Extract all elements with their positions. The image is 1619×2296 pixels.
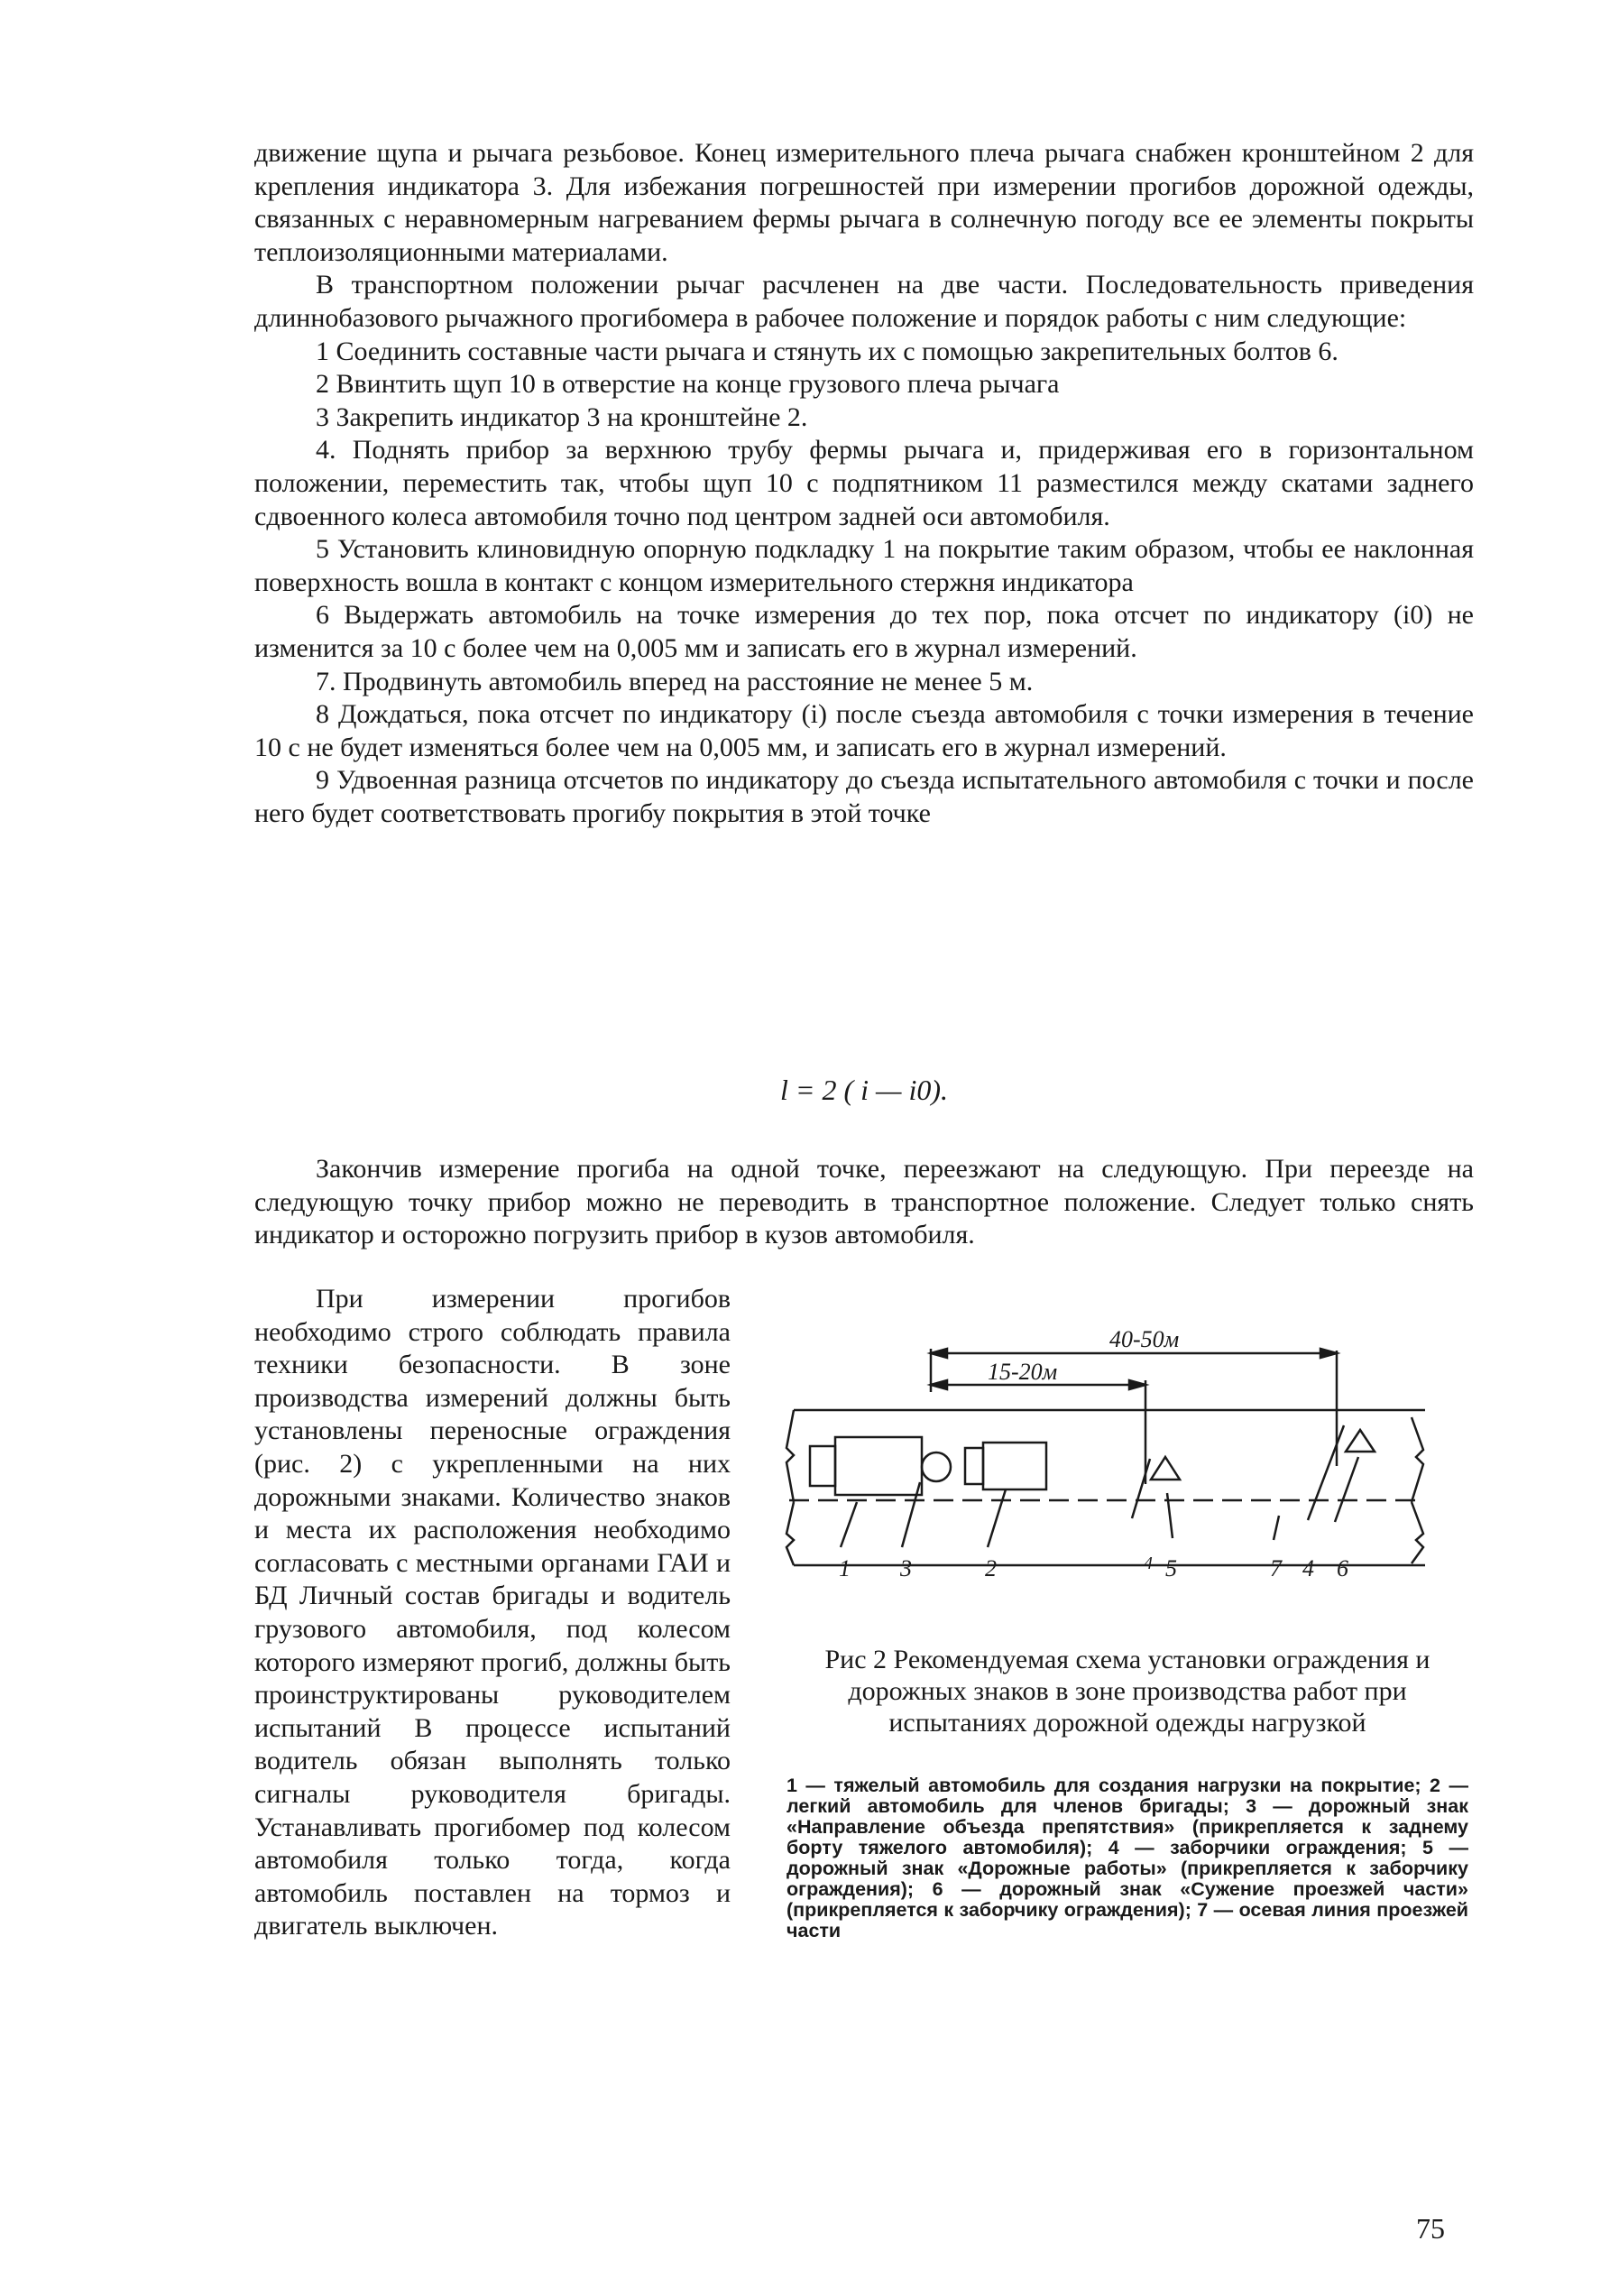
step-9: 9 Удвоенная разница отсчетов по индикатору до съезда испытательного автомобиля с точки и после него будет соответствовать прогибу покрытия в этой точке: [254, 765, 1474, 828]
dim-arrow: [1129, 1380, 1145, 1389]
dim-long-label: 40-50м: [1109, 1331, 1180, 1352]
legend-text: 1 — тяжелый автомобиль для создания нагрузки на покрытие; 2 — легкий автомобиль для членов бригады; 3 — дорожный знак «Направление объезда препятствия» (прикрепляется к заднему борту тяжелого автомобиля); 4 — заборчики ограждения; 5 — дорожный знак «Дорожные работы» (прикрепляется к заборчику ограждения); 6 — дорожный знак «Сужение проезжей части» (прикрепляется к заборчику ограждения); 7 — осевая линия проезжей части: [787, 1775, 1468, 1941]
step-2: 2 Ввинтить щуп 10 в отверстие на конце грузового плеча рычага: [316, 369, 1060, 400]
car-front: [965, 1448, 983, 1484]
leader-1: [841, 1502, 857, 1547]
step-1: 1 Соединить составные части рычага и стянуть их с помощью закрепительных болтов 6.: [316, 336, 1338, 366]
left-brace-bottom: [787, 1502, 794, 1565]
step-4: 4. Поднять прибор за верхнюю трубу фермы рычага и, придерживая его в горизонтальном положении, переместить так, чтобы щуп 10 с подпятником 11 разместился между скатами заднего сдвоенного колеса автомобиля точно под центром задней оси автомобиля.: [254, 435, 1474, 531]
safety-paragraph: При измерении прогибов необходимо строго соблюдать правила техники безопасности. В зоне производства измерений должны быть установлены переносные ограждения (рис. 2) с укрепленными на них дорожными знаками. Количество знаков и места их расположения необходимо согласовать с местными органами ГАИ и БД Личный состав бригады и водитель грузового автомобиля, под колесом которого измеряют прогиб, должны быть проинструктированы руководителем испытаний В процессе испытаний водитель обязан выполнять только сигналы руководителя бригады. Устанавливать прогибомер под колесом автомобиля только тогда, когда автомобиль поставлен на тормоз и двигатель выключен.: [254, 1284, 731, 1941]
label-2: 2: [985, 1555, 997, 1581]
fence-4: [1308, 1425, 1344, 1520]
right-brace-bottom: [1412, 1502, 1423, 1563]
step-8: 8 Дождаться, пока отсчет по индикатору (i) после съезда автомобиля с точки измерения в течение 10 с не будет изменяться более чем на 0,005 мм, и записать его в журнал измерений.: [254, 699, 1474, 762]
paragraph: Закончив измерение прогиба на одной точке, переезжают на следующую. При переезде на следующую точку прибор можно не переводить в транспортное положение. Следует только снять индикатор и осторожно погрузить прибор в кузов автомобиля.: [254, 1154, 1474, 1250]
step-5: 5 Установить клиновидную опорную подкладку 1 на покрытие таким образом, чтобы ее наклонная поверхность вошла в контакт с концом измерительного стержня индикатора: [254, 534, 1474, 597]
step-7: 7. Продвинуть автомобиль вперед на расстояние не менее 5 м.: [316, 666, 1034, 696]
left-brace-top: [787, 1410, 794, 1502]
figure-2-diagram: [785, 1331, 1470, 1601]
after-formula-text: [254, 1153, 1474, 1252]
dim-short-label: 15-20м: [988, 1359, 1058, 1385]
caption-text: Рис 2 Рекомендуемая схема установки ограждения и дорожных знаков в зоне производства работ при испытаниях дорожной одежды нагрузкой: [824, 1645, 1430, 1738]
dim-arrow: [931, 1380, 947, 1389]
truck-cab: [810, 1446, 835, 1486]
dim-arrow: [931, 1349, 947, 1358]
top-text: [254, 137, 1474, 830]
leader-7: [1274, 1516, 1279, 1540]
label-7: 7: [1270, 1555, 1282, 1581]
step-6: 6 Выдержать автомобиль на точке измерения до тех пор, пока отсчет по индикатору (i0) не изменится за 10 с более чем на 0,005 мм и записать его в журнал измерений.: [254, 600, 1474, 663]
formula: l = 2 ( i — i0).: [779, 1074, 949, 1106]
fence-4: [1335, 1457, 1358, 1522]
label-4a: 4: [1144, 1554, 1153, 1573]
label-1: 1: [839, 1555, 851, 1581]
sign-3: [922, 1452, 951, 1481]
left-column: [254, 1283, 731, 1943]
label-5: 5: [1165, 1555, 1177, 1581]
car-body: [983, 1443, 1046, 1489]
right-brace-top: [1412, 1417, 1423, 1502]
fence-4: [1132, 1459, 1150, 1518]
truck-body: [835, 1437, 922, 1495]
figure-caption: [787, 1644, 1468, 1738]
label-4b: 4: [1302, 1555, 1314, 1581]
sign-5-road-works: [1151, 1457, 1180, 1480]
page-number: 75: [1416, 2212, 1445, 2245]
figure-legend: [787, 1775, 1468, 1941]
paragraph: движение щупа и рычага резьбовое. Конец измерительного плеча рычага снабжен кронштейном 2 для крепления индикатора 3. Для избежания погрешностей при измерении прогибов дорожной одежды, связанных с неравномерным нагреванием фермы рычага в солнечную погоду все ее элементы покрыты теплоизоляционными материалами.: [254, 138, 1474, 267]
step-3: 3 Закрепить индикатор 3 на кронштейне 2.: [316, 401, 808, 432]
label-3: 3: [900, 1555, 912, 1581]
paragraph: В транспортном положении рычаг расчленен на две части. Последовательность приведения длиннобазового рычажного прогибомера в рабочее положение и порядок работы с ним следующие:: [254, 270, 1474, 333]
leader-3: [902, 1482, 920, 1547]
label-6: 6: [1337, 1555, 1348, 1581]
dim-arrow: [1320, 1349, 1337, 1358]
leader-2: [988, 1489, 1006, 1547]
sign-6-narrowing: [1346, 1430, 1375, 1452]
